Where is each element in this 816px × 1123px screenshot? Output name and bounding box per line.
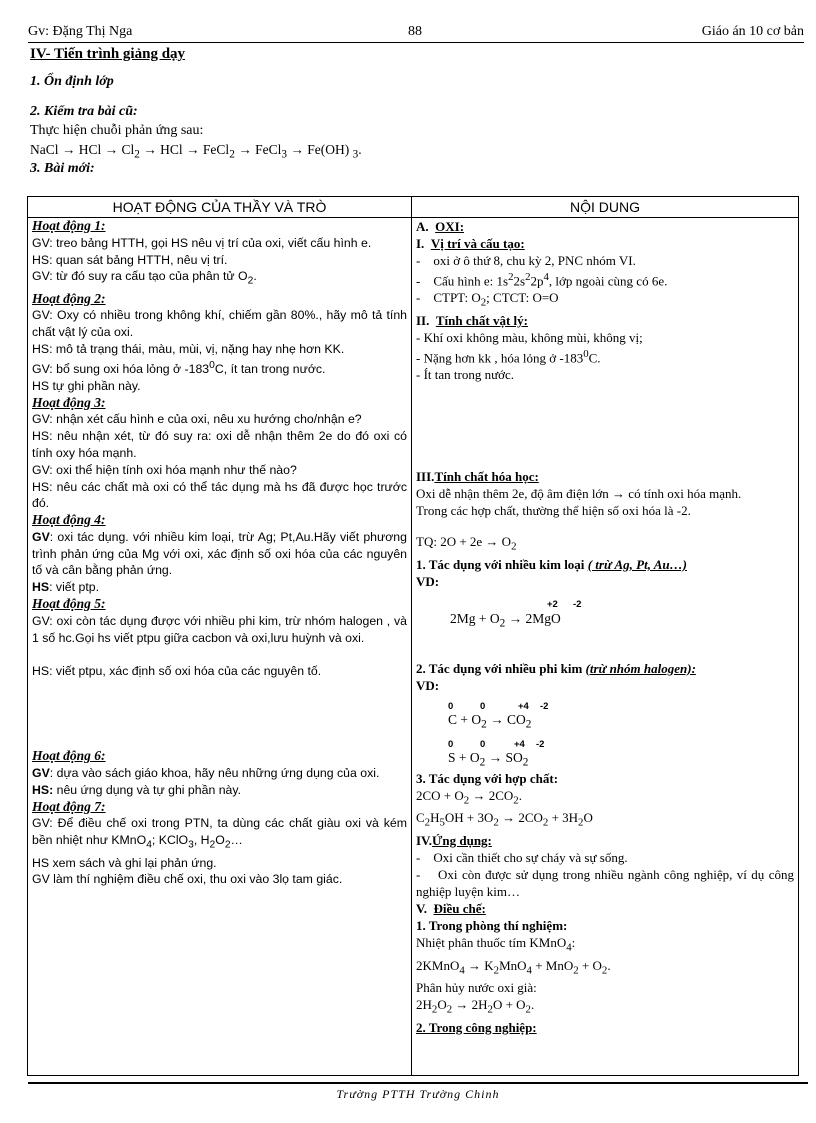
activity-3-line: GV: oxi thể hiện tính oxi hóa mạnh như thế nào?: [32, 462, 297, 477]
content-column: [412, 218, 799, 1076]
h2o2-equation: $2H_2O_2 \to 2H_2O + O_2$.: [416, 997, 535, 1016]
item-1-title: 1. Ổn định lớp: [30, 74, 114, 89]
activity-7-line: HS xem sách và ghi lại phản ứng.: [32, 855, 217, 870]
section-a: A. OXI:: [416, 219, 465, 234]
activity-7-line: GV: Để điều chế oxi trong PTN, ta dùng các chất giàu oxi và kém bền nhiệt như KMnO$_4$; KClO$_3$, $H_2O_2\dots$: [32, 816, 407, 851]
activity-2-heading: Hoạt động 2:: [32, 290, 106, 306]
section-v: V. Điều chế:: [416, 901, 486, 917]
activity-2-line: HS tự ghi phần này.: [32, 378, 141, 393]
content-line: Trong các hợp chất, thường thể hiện số oxi hóa là -2.: [416, 503, 691, 519]
mg-equation-block: [416, 590, 794, 638]
activity-6-line: GV: dựa vào sách giáo khoa, hãy nêu những ứng dụng của oxi.: [32, 766, 380, 781]
activity-5-line: GV: oxi còn tác dụng được với nhiều phi kim, trừ nhóm halogen , và 1 số hc.Gọi hs viết ptpu giữa cacbon và oxi,lưu huỳnh và oxi.: [32, 613, 407, 645]
kmno4-equation: 2KMnO$_4$ → $K_2MnO_4 + MnO_2 + O_2$.: [416, 957, 611, 977]
page-header: [28, 24, 804, 43]
oxidation-number: +2: [547, 598, 558, 610]
s-equation-block: [416, 734, 794, 770]
subsection-v2: 2. Trong công nghiệp:: [416, 1019, 537, 1035]
oxidation-number: 0: [480, 700, 486, 712]
oxidation-number: 0: [448, 700, 454, 712]
subsection-3: 3. Tác dụng với hợp chất:: [416, 770, 559, 786]
oxidation-number: 0: [480, 738, 486, 750]
activity-1-line: GV: từ đó suy ra cấu tạo của phân tử $O_2$.: [32, 269, 257, 287]
item-2-text: Thực hiện chuỗi phản ứng sau:: [30, 123, 204, 138]
page-number: 88: [408, 24, 422, 39]
oxidation-number: -2: [536, 738, 545, 750]
activity-2-line: GV: Oxy có nhiều trong không khí, chiếm gần 80%., hãy mô tả tính chất vật lý của oxi.: [32, 308, 407, 340]
general-equation: TQ: $2O + 2e \to O_2$: [416, 534, 517, 553]
activity-4-heading: Hoạt động 4:: [32, 512, 106, 528]
ethanol-equation: $C_2H_5OH + 3O_2 \to 2CO_2 + 3H_2O$: [416, 810, 593, 830]
content-line: - CTPT: $O_2$; CTCT: O=O: [416, 290, 559, 309]
section-iv: IV.Ứng dụng:: [416, 833, 492, 849]
activity-5-heading: Hoạt động 5:: [32, 596, 106, 612]
carbon-equation: $C + O_2 \to CO_2$: [448, 711, 532, 731]
activity-4-line: GV: oxi tác dụng. với nhiều kim loại, trừ Ag; Pt,Au.Hãy viết phương trình phản ứng của Mg với oxi, xác định số oxi hóa của các nguyên tố và cân bằng phản ứng.: [32, 529, 407, 578]
activities-column: [28, 218, 412, 1076]
content-line: - Ít tan trong nước.: [416, 367, 515, 383]
content-line: Phân hủy nước oxi già:: [416, 980, 537, 996]
activity-1-line: HS: quan sát bảng HTTH, nêu vị trí.: [32, 252, 228, 267]
activity-6-line: HS: nêu ứng dụng và tự ghi phần này.: [32, 782, 242, 797]
activity-1-line: GV: treo bảng HTTH, gọi HS nêu vị trí của oxi, viết cấu hình e.: [32, 235, 372, 250]
activity-3-heading: Hoạt động 3:: [32, 394, 106, 410]
item-3-title: 3. Bài mới:: [30, 161, 95, 176]
co-equation: $2CO + O_2 \to 2CO_2$.: [416, 787, 522, 807]
oxidation-number: +4: [514, 738, 525, 750]
activity-1-heading: Hoạt động 1:: [32, 218, 106, 233]
lesson-table: [27, 196, 799, 1076]
item-2-title: 2. Kiểm tra bài cũ:: [30, 104, 138, 119]
subsection-2: 2. Tác dụng với nhiều phi kim (trừ nhóm halogen):: [416, 660, 696, 676]
reaction-chain: NaCl → HCl → $Cl_2$ → HCl → FeCl$_2$ → FeCl$_3$ → Fe(OH) $_3$.: [30, 142, 362, 161]
sulfur-equation: $S + O_2 \to SO_2$: [448, 749, 529, 769]
oxidation-number: -2: [540, 700, 549, 712]
content-line: - Oxi cần thiết cho sự cháy và sự sống.: [416, 850, 628, 866]
activity-3-line: HS: nêu nhận xét, từ đó suy ra: oxi dễ nhận thêm 2e do đó oxi có tính oxy hóa mạnh.: [32, 429, 407, 460]
column-header-activities: HOẠT ĐỘNG CỦA THẦY VÀ TRÒ: [28, 197, 412, 218]
footer-school: Trường PTTH Trường Chinh: [336, 1087, 500, 1101]
subsection-1: 1. Tác dụng với nhiều kim loại ( trừ Ag, Pt, Au…): [416, 556, 687, 572]
example-label: VD:: [416, 677, 440, 693]
oxidation-number: 0: [448, 738, 454, 750]
activity-7-line: GV làm thí nghiệm điều chế oxi, thu oxi vào 3lọ tam giác.: [32, 872, 343, 887]
column-header-content: NỘI DUNG: [412, 197, 799, 218]
activity-2-line: GV: bổ sung oxi hóa lỏng ở $-183^0C$, ít tan trong nước.: [32, 359, 326, 376]
oxidation-number: -2: [573, 598, 582, 610]
activity-3-line: GV: nhận xét cấu hình e của oxi, nêu xu hướng cho/nhận e?: [32, 412, 362, 427]
content-line: Nhiệt phân thuốc tím KMnO$_4$:: [416, 935, 576, 954]
content-line: - Khí oxi không màu, không mùi, không vị;: [416, 329, 643, 345]
section-title: IV- Tiến trình giảng dạy: [30, 46, 186, 62]
activity-4-line: HS: viết ptp.: [32, 580, 99, 595]
activity-7-heading: Hoạt động 7:: [32, 798, 106, 814]
header-teacher: Gv: Đặng Thị Nga: [28, 24, 133, 39]
subsection-v1: 1. Trong phòng thí nghiệm:: [416, 918, 568, 934]
content-line: Oxi dễ nhận thêm 2e, độ âm điện lớn → có tính oxi hóa mạnh.: [416, 486, 742, 502]
activity-6-heading: Hoạt động 6:: [32, 748, 106, 764]
content-line: - Nặng hơn kk , hóa lỏng ở $-183^0C$.: [416, 347, 601, 366]
activity-2-line: HS: mô tả trạng thái, màu, mùi, vị, nặng hay nhẹ hơn KK.: [32, 342, 345, 357]
header-course: Giáo án 10 cơ bản: [701, 24, 804, 39]
example-label: VD:: [416, 573, 440, 589]
c-equation-block: [416, 694, 794, 734]
oxidation-number: +4: [518, 700, 529, 712]
activity-5-line: HS: viết ptpu, xác định số oxi hóa của các nguyên tố.: [32, 664, 322, 679]
content-line: - Cấu hình e: $1s^22s^22p^4$, lớp ngoài cùng có 6e.: [416, 271, 668, 289]
section-iii: III.Tính chất hóa học:: [416, 469, 539, 485]
page-footer: [28, 1082, 808, 1102]
content-line: - oxi ở ô thứ 8, chu kỳ 2, PNC nhóm VI.: [416, 253, 636, 268]
content-line: - Oxi còn được sử dụng trong nhiều ngành công nghiệp, ví dụ công nghiệp luyện kim…: [416, 867, 795, 900]
activity-3-line: HS: nêu các chất mà oxi có thể tác dụng mà hs đã được học trước đó.: [32, 479, 407, 511]
section-ii: II. Tính chất vật lý:: [416, 312, 528, 328]
section-i: I. Vị trí và cấu tạo:: [416, 236, 525, 251]
mg-equation: $2Mg + O_2 \to 2MgO$: [450, 610, 561, 630]
